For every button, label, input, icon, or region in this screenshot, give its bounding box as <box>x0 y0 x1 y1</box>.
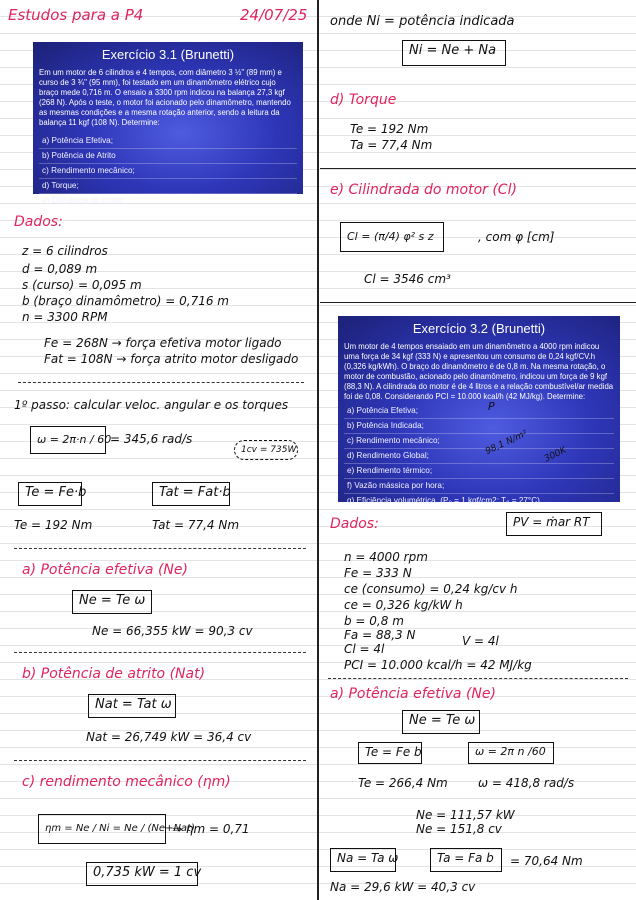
torque-line: Ta = 77,4 Nm <box>350 138 433 152</box>
dashed-separator <box>14 548 306 549</box>
cl-unit: , com φ [cm] <box>478 230 555 244</box>
header-date: 24/07/25 <box>240 6 308 24</box>
te-formula-box: Te = Fe b <box>358 742 422 764</box>
ni-definition: onde Ni = potência indicada <box>330 14 515 29</box>
column-divider <box>317 0 319 900</box>
cv-equivalence-box: 0,735 kW = 1 cv <box>86 862 198 886</box>
tat-result: Tat = 77,4 Nm <box>152 518 240 532</box>
dado-line: b (braço dinamômetro) = 0,716 m <box>22 294 229 308</box>
ne-result: Ne = 66,355 kW = 90,3 cv <box>92 624 253 638</box>
card-item: e) Cilindrada do motor; <box>39 194 297 209</box>
dashed-separator <box>14 652 306 653</box>
force-line: Fat = 108N → força atrito motor desligado <box>44 352 299 366</box>
section-c-title: c) rendimento mecânico (ηm) <box>22 774 231 790</box>
exercise-card-3-1 <box>33 42 303 205</box>
section-a-title: a) Potência efetiva (Ne) <box>22 562 188 578</box>
card-body: Um motor de 4 tempos ensaiado em um dinamômetro a 4000 rpm indicou uma força de 34 kgf (333 N) e apresentou um consumo de 0,24 kgf/CV.h (0,326 kg/kWh). O braço do dinamômetro é de 0,8 m. Na mesma rotação, o motor de combustão, acionado pelo dinamômetro, indicou um força de 9 kgf (88,3 N). A cilindrada do motor é de 4 litros e a relação combustível/ar medida foi de 0,08. Considerando PCI = 10.000 kcal/h (42 MJ/kg). Determine: <box>344 342 614 401</box>
section-e-title: e) Cilindrada do motor (Cl) <box>330 182 517 198</box>
dado-line: ce = 0,326 kg/kW h <box>344 598 463 612</box>
section-b-title: b) Potência de atrito (Nat) <box>22 666 206 682</box>
dado-line: Fe = 333 N <box>344 566 412 580</box>
card-items <box>344 404 614 509</box>
card-body: Em um motor de 6 cilindros e 4 tempos, com diâmetro 3 ½" (89 mm) e curso de 3 ¾" (95 mm), foi testado em um dinamômetro elétrico cujo braço mede 0,716 m. O ensaio a 3300 rpm indicou na balança 27,3 kgf (268 N). Após o teste, o motor foi acionado pelo dinamômetro, mantendo as mesmas condições e a mesma rotação anterior, sendo a leitura da balança 11 kgf (108 N). Determine: <box>39 68 291 127</box>
dados-title: Dados: <box>14 214 63 230</box>
cv-note: 1cv = 735W <box>234 440 298 460</box>
right-column <box>320 0 636 900</box>
card-title: Exercício 3.1 (Brunetti) <box>101 47 235 62</box>
annotation-temperature: 300K <box>542 445 569 465</box>
card-item: b) Potência Indicada; <box>344 419 614 434</box>
te-result: Te = 266,4 Nm <box>358 776 448 790</box>
annotation-pressure: 98,1 N/m² <box>483 428 530 458</box>
volume-note: V = 4l <box>462 634 499 648</box>
card-item: a) Potência Efetiva; <box>344 404 614 419</box>
card-item: c) Rendimento mecânico; <box>39 164 297 179</box>
omega-result: = 345,6 rad/s <box>110 432 193 446</box>
omega-formula-box: ω = 2π·n / 60 <box>30 426 106 454</box>
solid-separator <box>320 168 636 169</box>
pv-formula-box: PV = ṁar RT <box>506 512 602 536</box>
annotation-p: P <box>488 400 495 413</box>
left-column <box>0 0 316 900</box>
section-a-title: a) Potência efetiva (Ne) <box>330 686 496 702</box>
header-title: Estudos para a P4 <box>8 6 144 24</box>
ni-formula-box: Ni = Ne + Na <box>402 40 506 66</box>
dado-line: PCI = 10.000 kcal/h = 42 MJ/kg <box>344 658 532 672</box>
card-title: Exercício 3.2 (Brunetti) <box>412 321 546 336</box>
card-item: d) Torque; <box>39 179 297 194</box>
dado-line: Fa = 88,3 N <box>344 628 416 642</box>
cl-formula-box: Cl = (π/4) φ² s z <box>340 222 444 252</box>
eta-formula-box: ηm = Ne / Ni = Ne / (Ne+Nat) <box>38 814 166 844</box>
ne-result-line: Ne = 151,8 cv <box>416 822 502 836</box>
dashed-separator <box>328 678 628 679</box>
nat-formula-box: Nat = Tat ω <box>88 694 176 718</box>
ta-formula-box: Ta = Fa b <box>430 848 502 872</box>
force-line: Fe = 268N → força efetiva motor ligado <box>44 336 282 350</box>
dados-title: Dados: <box>330 516 379 532</box>
cl-result: Cl = 3546 cm³ <box>364 272 451 286</box>
tat-formula-box: Tat = Fat·b <box>152 482 230 506</box>
solid-separator <box>320 302 636 303</box>
ne-formula-box: Ne = Te ω <box>402 710 480 734</box>
dashed-separator <box>18 382 304 383</box>
exercise-card-3-2 <box>338 316 620 505</box>
ne-formula-box: Ne = Te ω <box>72 590 152 614</box>
eta-result: ⇒ ηm = 0,71 <box>172 822 250 836</box>
ne-result-line: Ne = 111,57 kW <box>416 808 515 822</box>
card-item: f) Vazão mássica por hora; <box>344 479 614 494</box>
dado-line: z = 6 cilindros <box>22 244 108 258</box>
card-item: g) Eficiência volumétrica. (P₀ = 1 kgf/cm2; T₀ = 27°C) <box>344 494 614 509</box>
card-items <box>39 134 297 209</box>
card-item: b) Potência de Atrito <box>39 149 297 164</box>
dado-line: d = 0,089 m <box>22 262 98 276</box>
te-result: Te = 192 Nm <box>14 518 93 532</box>
section-d-title: d) Torque <box>330 92 397 108</box>
nat-result: Nat = 26,749 kW = 36,4 cv <box>86 730 252 744</box>
card-item: a) Potência Efetiva; <box>39 134 297 149</box>
dado-line: n = 3300 RPM <box>22 310 108 324</box>
na-formula-box: Na = Ta ω <box>330 848 396 872</box>
te-formula-box: Te = Fe·b <box>18 482 82 506</box>
ta-result: = 70,64 Nm <box>510 854 583 868</box>
omega-formula-box: ω = 2π n /60 <box>468 742 554 764</box>
card-item: d) Rendimento Global; <box>344 449 614 464</box>
step-text: 1º passo: calcular veloc. angular e os torques <box>14 398 289 412</box>
card-item: c) Rendimento mecânico; <box>344 434 614 449</box>
torque-line: Te = 192 Nm <box>350 122 429 136</box>
dado-line: b = 0,8 m <box>344 614 404 628</box>
dado-line: Cl = 4l <box>344 642 385 656</box>
dado-line: ce (consumo) = 0,24 kg/cv h <box>344 582 518 596</box>
dado-line: n = 4000 rpm <box>344 550 428 564</box>
dashed-separator <box>14 760 306 761</box>
na-result: Na = 29,6 kW = 40,3 cv <box>330 880 476 894</box>
omega-result: ω = 418,8 rad/s <box>478 776 575 790</box>
card-item: e) Rendimento térmico; <box>344 464 614 479</box>
dado-line: s (curso) = 0,095 m <box>22 278 142 292</box>
